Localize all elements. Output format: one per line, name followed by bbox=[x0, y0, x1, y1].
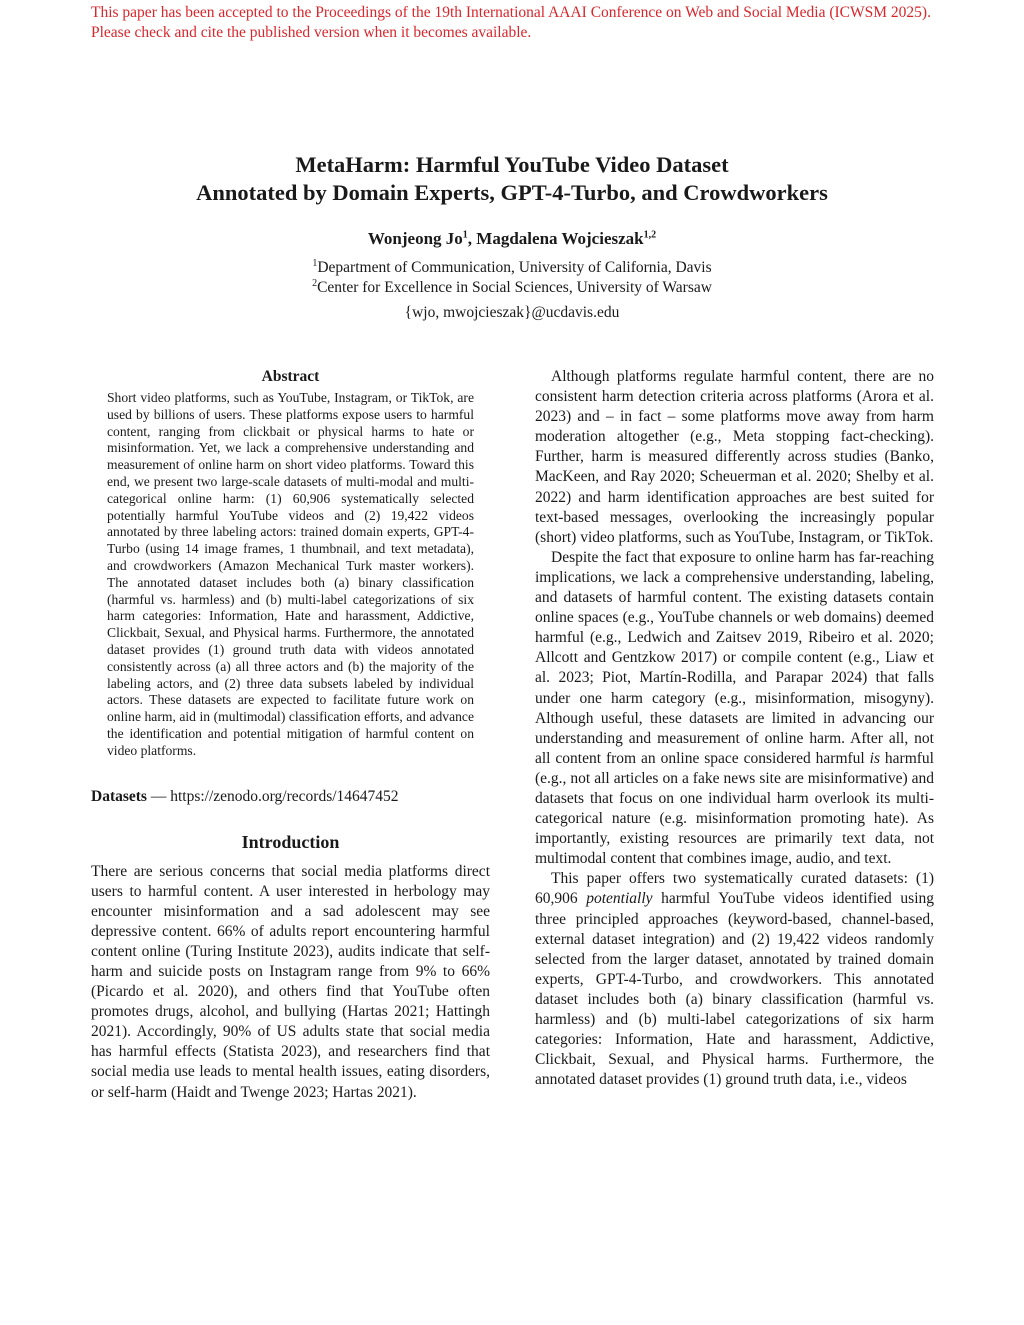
author-affiliation-mark: 1,2 bbox=[643, 229, 657, 241]
abstract-heading: Abstract bbox=[261, 368, 320, 385]
affiliation-mark: 1 bbox=[312, 257, 318, 269]
affiliation-text: Center for Excellence in Social Sciences, University of Warsaw bbox=[317, 279, 712, 296]
author-name: Magdalena Wojcieszak bbox=[476, 229, 644, 248]
body-paragraph-text: harmful YouTube videos identified using three principled approaches (keyword-based, channel-based, external dataset integration) and (2) 19,422 videos randomly selected from the larger dataset, annotated by trained domain experts, GPT-4-Turbo, and crowdworkers. This annotated dataset includes both (a) binary classification (harmful vs. harmless) and (b) multi-label categorizations of six harm categories: Information, Hate and harassment, Addictive, Clickbait, Sexual, and Physical harms. Furthermore, the annotated dataset provides (1) ground truth data, i.e., videos bbox=[535, 890, 935, 1089]
abstract-text: Short video platforms, such as YouTube, Instagram, or TikTok, are used by billions of users. These platforms expose users to harmful content, ranging from clickbait or physical harms to hate or misinformation. Yet, we lack a comprehensive understanding and measurement of online harm on short video platforms. Toward this end, we present two large-scale datasets of multi-modal and multi-categorical online harm: (1) 60,906 systematically selected potentially harmful YouTube videos and (2) 19,422 videos annotated by three labeling actors: trained domain experts, GPT-4-Turbo (using 14 image frames, 1 thumbnail, and text metadata), and crowdworkers (Amazon Mechanical Turk master workers). The annotated dataset includes both (a) binary classification (harmful vs. harmless) and (b) multi-label categorizations of six harm categories: Information, Hate and harassment, Addictive, Clickbait, Sexual, and Physical harms. Furthermore, the annotated dataset provides (1) ground truth data with videos annotated consistently across (a) all three actors and (b) the majority of the labeling actors, and (2) three data subsets labeled by individual actors. These datasets are expected to facilitate future work on online harm, aid in (multimodal) classification efforts, and advance the identification and potential mitigation of harmful content on video platforms. bbox=[107, 390, 474, 758]
body-paragraph-text: harmful (e.g., not all articles on a fake news site are misinformative) and datasets that focus on one individual harm overlook its multi-categorical nature (e.g. misinformation promoting hate). As importantly, existing resources are primarily text data, not multimodal content that combines image, audio, and text. bbox=[535, 749, 934, 868]
affiliation-text: Department of Communication, University of California, Davis bbox=[317, 259, 712, 276]
affiliation bbox=[0, 258, 1024, 278]
paper-title bbox=[0, 151, 1024, 207]
paper-title-line-1: MetaHarm: Harmful YouTube Video Dataset bbox=[295, 152, 729, 177]
right-column bbox=[535, 367, 934, 1090]
datasets-label: Datasets bbox=[91, 787, 147, 805]
affiliation-list bbox=[0, 258, 1024, 298]
author-separator: , bbox=[467, 229, 477, 248]
author-list bbox=[0, 228, 1024, 250]
body-paragraph-emphasis: potentially bbox=[586, 890, 653, 908]
publication-notice: This paper has been accepted to the Proceedings of the 19th International AAAI Conference on Web and Social Media (ICWSM 2025). Please check and cite the published version when it becomes available. bbox=[91, 4, 931, 41]
body-paragraph bbox=[535, 548, 934, 870]
affiliation bbox=[0, 278, 1024, 298]
author-name: Wonjeong Jo bbox=[367, 229, 463, 248]
introduction-heading: Introduction bbox=[241, 831, 340, 852]
body-paragraph bbox=[535, 869, 934, 1090]
body-paragraph-text: Despite the fact that exposure to online harm has far-reaching implications, we lack a comprehensive understanding, labeling, and datasets of harmful content. The existing datasets contain online spaces (e.g., YouTube channels or web domains) deemed harmful (e.g., Ledwich and Zaitsev 2019, Ribeiro et al. 2020; Allcott and Gentzkow 2017) or compile content (e.g., Liaw et al. 2023; Piot, Martín-Rodilla, and Parapar 2024) that falls under one harm category (e.g., misinformation, misogyny). Although useful, these datasets are limited in advancing our understanding and measurement of online harm. After all, not all content from an online space considered harmful bbox=[535, 548, 934, 767]
body-paragraph-emphasis: is bbox=[869, 749, 880, 767]
affiliation-mark: 2 bbox=[312, 277, 318, 289]
left-column bbox=[91, 367, 490, 1103]
body-paragraph-text: This paper offers two systematically curated datasets: (1) 60,906 bbox=[535, 870, 934, 908]
author-affiliation-mark: 1 bbox=[462, 229, 468, 241]
body-paragraph: Although platforms regulate harmful content, there are no consistent harm detection criteria across platforms (Arora et al. 2023) and – in fact – some platforms move away from harm moderation altogether (e.g., Meta stopping fact-checking). Further, harm is measured differently across studies (Banko, MacKeen, and Ray 2020; Scheuerman et al. 2020; Shelby et al. 2022) and harm identification approaches are best suited for text-based messages, overlooking the increasingly popular (short) video platforms, such as YouTube, Instagram, or TikTok. bbox=[535, 368, 934, 546]
datasets-dash: — bbox=[146, 787, 171, 805]
contact-email: {wjo, mwojcieszak}@ucdavis.edu bbox=[404, 304, 620, 321]
paper-title-line-2: Annotated by Domain Experts, GPT-4-Turbo, and Crowdworkers bbox=[196, 180, 828, 205]
datasets-link[interactable]: https://zenodo.org/records/14647452 bbox=[170, 787, 399, 805]
introduction-paragraph: There are serious concerns that social media platforms direct users to harmful content. A user interested in herbology may encounter misinformation and a sad adolescent may see depressive content. 66% of adults report encountering harmful content online (Turing Institute 2023), audits indicate that self-harm and suicide posts on Instagram range from 9% to 66% (Picardo et al. 2020), and others find that YouTube often promotes drugs, alcohol, and bullying (Hartas 2021; Hattingh 2021). Accordingly, 90% of US adults state that social media has harmful effects (Statista 2023), and researchers find that social media use leads to mental health issues, eating disorders, or self-harm (Haidt and Twenge 2023; Hartas 2021). bbox=[91, 862, 490, 1101]
datasets-line bbox=[91, 787, 490, 807]
